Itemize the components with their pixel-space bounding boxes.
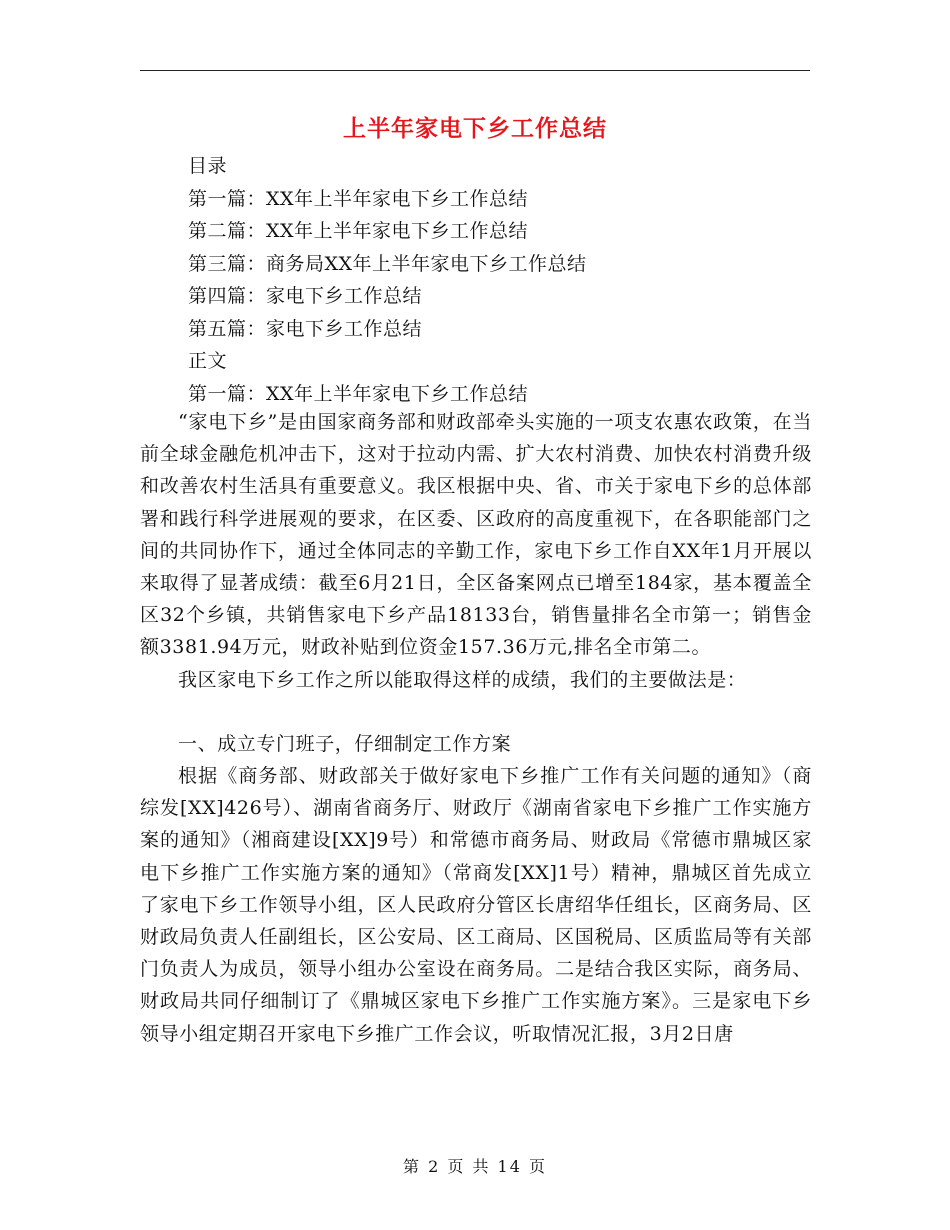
document-title: 上半年家电下乡工作总结 bbox=[343, 115, 607, 142]
toc-heading: 目录 bbox=[188, 155, 228, 177]
article-heading: 第一篇：XX年上半年家电下乡工作总结 bbox=[188, 382, 529, 405]
page-number: 第 2 页 共 14 页 bbox=[403, 1157, 547, 1176]
toc-item: 第五篇：家电下乡工作总结 bbox=[188, 317, 423, 340]
section-heading: 一、成立专门班子，仔细制定工作方案 bbox=[178, 732, 512, 755]
toc-item: 第一篇：XX年上半年家电下乡工作总结 bbox=[188, 187, 529, 210]
document-body bbox=[140, 406, 812, 1050]
toc-item: 第三篇：商务局XX年上半年家电下乡工作总结 bbox=[188, 252, 587, 275]
body-paragraph: 我区家电下乡工作之所以能取得这样的成绩，我们的主要做法是： bbox=[178, 668, 747, 691]
body-paragraph: 根据《商务部、财政部关于做好家电下乡推广工作有关问题的通知》（商综发[XX]426号）、湖南省商务厅、财政厅《湖南省家电下乡推广工作实施方案的通知》（湘商建设[XX]9号）和常德市商务局、财政局《常德市鼎城区家电下乡推广工作实施方案的通知》（常商发[XX]1号）精神，鼎城区首先成立了家电下乡工作领导小组，区人民政府分管区长唐绍华任组长，区商务局、区财政局负责人任副组长，区公安局、区工商局、区国税局、区质监局等有关部门负责人为成员，领导小组办公室设在商务局。二是结合我区实际，商务局、财政局共同仔细制订了《鼎城区家电下乡推广工作实施方案》。三是家电下乡领导小组定期召开家电下乡推广工作会议，听取情况汇报，3月2日唐 bbox=[140, 765, 812, 1045]
toc-item: 第四篇：家电下乡工作总结 bbox=[188, 285, 423, 307]
paragraph-spacer bbox=[140, 696, 812, 728]
table-of-contents bbox=[188, 150, 587, 410]
toc-item: 第二篇：XX年上半年家电下乡工作总结 bbox=[188, 220, 529, 242]
header-rule bbox=[140, 70, 810, 71]
main-text-heading: 正文 bbox=[188, 350, 228, 372]
body-paragraph: “家电下乡”是由国家商务部和财政部牵头实施的一项支农惠农政策，在当前全球金融危机冲击下，这对于拉动内需、扩大农村消费、加快农村消费升级和改善农村生活具有重要意义。我区根据中央、省、市关于家电下乡的总体部署和践行科学进展观的要求，在区委、区政府的高度重视下，在各职能部门之间的共同协作下，通过全体同志的辛勤工作，家电下乡工作自XX年1月开展以来取得了显著成绩：截至6月21日，全区备案网点已增至184家，基本覆盖全区32个乡镇，共销售家电下乡产品18133台，销售量排名全市第一；销售金额3381.94万元，财政补贴到位资金157.36万元,排名全市第二。 bbox=[140, 411, 812, 659]
